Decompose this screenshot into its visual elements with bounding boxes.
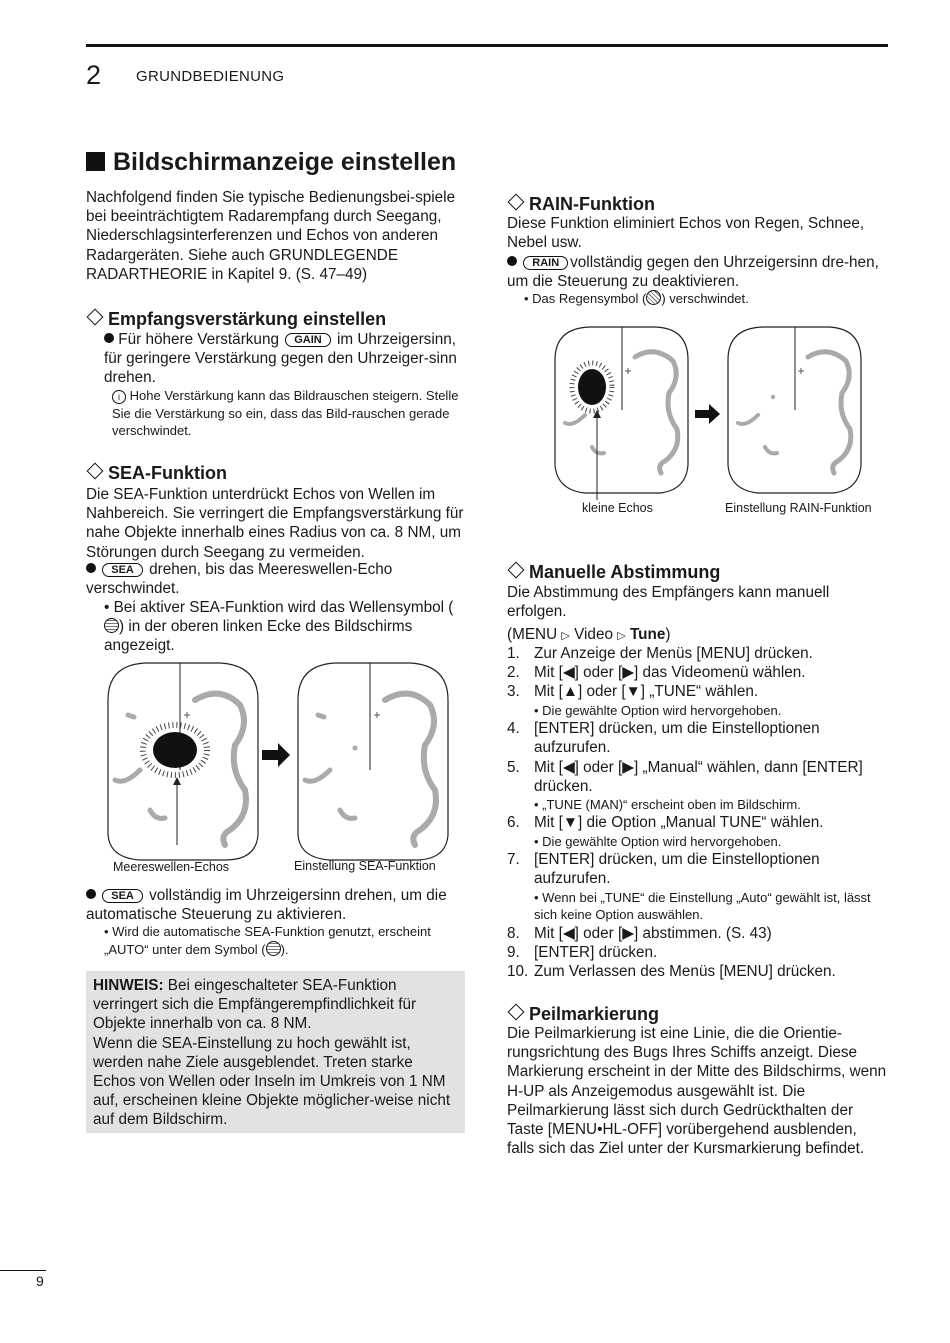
- gain-note: i Hohe Verstärkung kann das Bildrauschen steigern. Stelle Sie die Verstärkung so ein, dass das Bild-rauschen gerade verschwindet.: [112, 388, 459, 438]
- tune-step: [507, 813, 889, 850]
- tune-step: [507, 682, 889, 719]
- tune-text: Die Abstimmung des Empfängers kann manuell erfolgen.: [507, 584, 830, 621]
- sea-bullet-1: SEA drehen, bis das Meereswellen-Echo verschwindet.: [86, 561, 393, 598]
- rain-text: Diese Funktion eliminiert Echos von Regen, Schnee, Nebel usw.: [507, 215, 865, 252]
- step-subnote: • Wenn bei „TUNE“ die Einstellung „Auto“ gewählt ist, lässt sich keine Option auswählen.: [534, 889, 871, 923]
- page-number: 9: [36, 1273, 44, 1289]
- wave-symbol-icon: [266, 941, 281, 956]
- tune-step: [507, 644, 889, 663]
- step-number: 2.: [507, 664, 520, 682]
- step-text: [ENTER] drücken, um die Einstelloptionen aufzurufen.: [534, 720, 820, 757]
- hinweis-box: HINWEIS: Bei eingeschalteter SEA-Funktion verringert sich die Empfängerempfindlichkeit für Objekte innerhalb von ca. 8 NM. Wenn die SEA-Einstellung zu hoch gewählt ist, werden nahe Ziele ausgeblendet. Treten starke Echos von Wellen oder Inseln im Umkreis von 1 NM auf, erscheinen kleine Objekte möglicher-weise nicht auf dem Bildschirm.: [86, 971, 465, 1133]
- triangle-right-icon: ▷: [561, 630, 570, 642]
- tune-steps: [507, 644, 889, 981]
- tune-menu-path: (MENU ▷ Video ▷ Tune): [507, 626, 671, 643]
- triangle-right-icon: ▷: [617, 630, 626, 642]
- sea-key: SEA: [102, 563, 143, 577]
- rain-caption-left: kleine Echos: [582, 501, 653, 515]
- tune-step: [507, 962, 889, 981]
- rain-caption-right: Einstellung RAIN-Funktion: [725, 501, 872, 515]
- tune-steps-list: [507, 644, 889, 981]
- sea-sub-1: • Bei aktiver SEA-Funktion wird das Wellensymbol () in der oberen linken Ecke des Bildschirms angezeigt.: [104, 599, 454, 655]
- sea-sub-2: • Wird die automatische SEA-Funktion genutzt, erscheint „AUTO“ unter dem Symbol ( ).: [104, 924, 431, 957]
- step-text: Mit [▼] die Option „Manual TUNE“ wählen.: [534, 814, 824, 832]
- arrow-right-icon: [695, 404, 720, 424]
- tune-step: [507, 850, 889, 923]
- rain-symbol-icon: [646, 290, 661, 305]
- tune-step: [507, 758, 889, 814]
- page-title: Bildschirmanzeige einstellen: [86, 146, 456, 178]
- tune-step: [507, 924, 889, 943]
- step-subnote: • „TUNE (MAN)“ erscheint oben im Bildschirm.: [534, 796, 801, 812]
- chapter-title: GRUNDBEDIENUNG: [136, 68, 285, 85]
- step-text: [ENTER] drücken.: [534, 943, 658, 961]
- tune-step: [507, 943, 889, 962]
- footer-rule: [0, 1270, 46, 1271]
- tune-heading: Manuelle Abstimmung: [507, 561, 720, 583]
- sea-caption-left: Meereswellen-Echos: [113, 860, 230, 874]
- gain-bullet: Für höhere Verstärkung GAIN im Uhrzeigersinn, für geringere Verstärkung gegen den Uhrzeiger-sinn drehen.: [104, 331, 457, 387]
- step-number: 5.: [507, 758, 520, 776]
- step-text: Zur Anzeige der Menüs [MENU] drücken.: [534, 645, 813, 662]
- square-bullet-icon: [86, 152, 105, 171]
- step-number: 6.: [507, 814, 520, 832]
- bullet-icon: [86, 563, 96, 573]
- tune-step: [507, 719, 889, 757]
- step-number: 1.: [507, 645, 520, 662]
- step-text: Zum Verlassen des Menüs [MENU] drücken.: [534, 962, 836, 980]
- chapter-number: 2: [86, 60, 102, 90]
- sea-heading: SEA-Funktion: [86, 462, 227, 484]
- rain-heading: RAIN-Funktion: [507, 193, 655, 215]
- diamond-icon: [87, 309, 104, 326]
- tune-step: [507, 663, 889, 682]
- peil-heading: Peilmarkierung: [507, 1003, 659, 1025]
- arrow-right-icon: [262, 743, 290, 767]
- step-subnote: • Die gewählte Option wird hervorgehoben.: [534, 833, 782, 849]
- wave-symbol-icon: [104, 618, 119, 633]
- radar-screen-before: [555, 327, 688, 500]
- info-icon: i: [112, 390, 126, 404]
- step-text: Mit [◀] oder [▶] abstimmen. (S. 43): [534, 924, 772, 942]
- gain-key: GAIN: [285, 333, 331, 347]
- diamond-icon: [508, 1004, 525, 1021]
- sea-text: Die SEA-Funktion unterdrückt Echos von Wellen im Nahbereich. Sie verringert die Empfangsverstärkung für nahe Objekte innerhalb eines Radius von ca. 8 NM, um Störungen durch Seegang zu vermeiden.: [86, 486, 464, 561]
- radar-screen-after: [298, 663, 448, 860]
- step-number: 4.: [507, 720, 520, 738]
- step-number: 8.: [507, 924, 520, 942]
- bullet-icon: [86, 889, 96, 899]
- diamond-icon: [87, 463, 104, 480]
- rain-key: RAIN: [523, 256, 568, 270]
- step-text: Mit [◀] oder [▶] das Videomenü wählen.: [534, 664, 806, 682]
- rain-illustration: [550, 325, 890, 500]
- gain-heading: Empfangsverstärkung einstellen: [86, 308, 386, 330]
- intro-paragraph: Nachfolgend finden Sie typische Bedienungsbei-spiele bei beeinträchtigtem Radarempfang durch Seegang, Niederschlagsinterferenzen und Echos von anderen Radargeräten. Siehe auch GRUNDLEGENDE RADARTHEORIE in Kapitel 9. (S. 47–49): [86, 189, 456, 283]
- step-text: [ENTER] drücken, um die Einstelloptionen aufzurufen.: [534, 851, 820, 888]
- sea-illustration: [100, 660, 465, 875]
- step-number: 9.: [507, 943, 520, 961]
- bullet-icon: [104, 333, 114, 343]
- rain-bullet: RAIN vollständig gegen den Uhrzeigersinn dre-hen, um die Steuerung zu deaktivieren.: [507, 254, 879, 291]
- radar-screen-before: [108, 663, 258, 860]
- sea-key: SEA: [102, 889, 143, 903]
- diamond-icon: [508, 194, 525, 211]
- sea-caption-right: Einstellung SEA-Funktion: [294, 859, 436, 873]
- rain-sub: • Das Regensymbol ( ) verschwindet.: [524, 291, 749, 306]
- radar-screen-after: [728, 327, 861, 493]
- step-number: 7.: [507, 851, 520, 869]
- peil-text: Die Peilmarkierung ist eine Linie, die die Orientie-rungsrichtung des Bugs Ihres Schiffs anzeigt. Diese Markierung erscheint in der Mitte des Bildschirms, wenn H-UP als Anzeigemodus ausgewählt ist. Die Peilmarkierung lässt sich durch Gedrückthalten der Taste [MENU•HL-OFF] vorübergehend ausblenden, falls sich das Ziel unter der Kursmarkierung befindet.: [507, 1025, 887, 1158]
- step-text: Mit [▲] oder [▼] „TUNE“ wählen.: [534, 683, 759, 701]
- step-number: 3.: [507, 683, 520, 701]
- diamond-icon: [508, 562, 525, 579]
- step-text: Mit [◀] oder [▶] „Manual“ wählen, dann [ENTER] drücken.: [534, 758, 863, 795]
- step-number: 10.: [507, 962, 529, 980]
- bullet-icon: [507, 256, 517, 266]
- header-rule: [86, 44, 888, 47]
- sea-bullet-2: SEA vollständig im Uhrzeigersinn drehen, um die automatische Steuerung zu aktivieren.: [86, 887, 447, 924]
- step-subnote: • Die gewählte Option wird hervorgehoben.: [534, 702, 782, 718]
